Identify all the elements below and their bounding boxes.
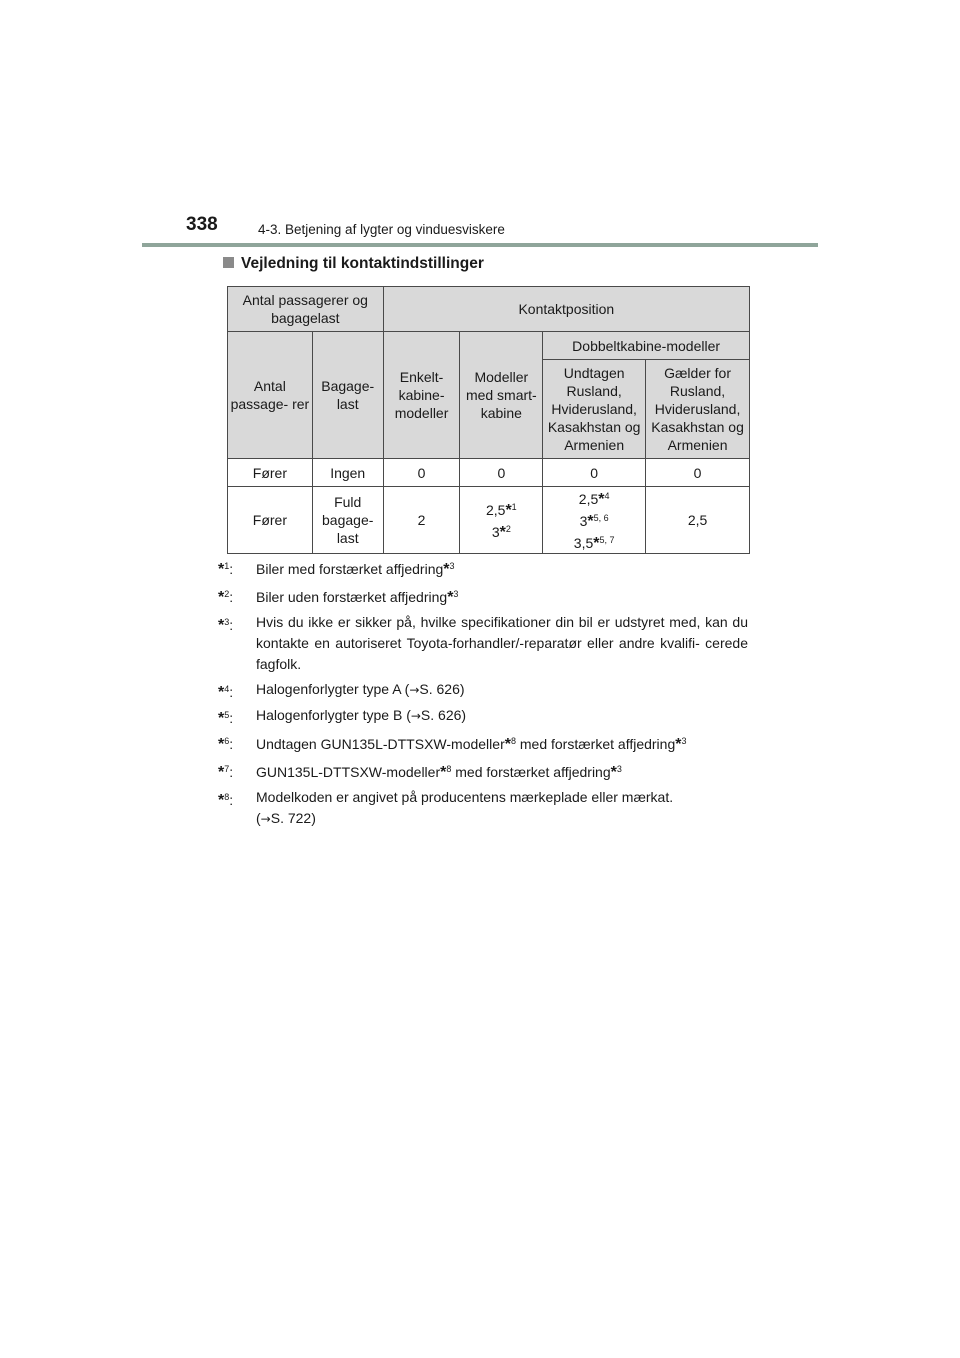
table-row bbox=[228, 487, 750, 554]
footnote-5: *$^5$: Halogenforlygter type B (→S. 626) bbox=[218, 707, 467, 727]
switch-guide-table bbox=[227, 286, 750, 554]
header-switch-position: Kontaktposition bbox=[383, 287, 749, 332]
footnote-8: *$^8$: Modelkoden er angivet på producentens mærkeplade eller mærkat. (→S. 722) bbox=[218, 789, 674, 826]
footnote-4: *$^4$: Halogenforlygter type A (→S. 626) bbox=[218, 681, 465, 701]
header-luggage: Bagage- last bbox=[312, 332, 383, 459]
footnotes bbox=[218, 556, 748, 834]
footnote-6: *$^6$: Undtagen GUN135L-DTTSXW-modeller*$^8$ med forstærket affjedring*$^3$ bbox=[218, 736, 687, 753]
cell-for-russia: 0 bbox=[646, 459, 750, 487]
section-title: Vejledning til kontaktindstillinger bbox=[241, 255, 484, 272]
header-rule bbox=[142, 243, 818, 247]
footnote-7: *$^7$: GUN135L-DTTSXW-modeller*$^8$ med forstærket affjedring*$^3$ bbox=[218, 764, 622, 781]
cell-passengers: Fører bbox=[228, 459, 313, 487]
cell-except-russia: 2,5*$^4$ 3*$^{5, 6}$ 3,5*$^{5, 7}$ bbox=[543, 487, 646, 554]
page-ref-link[interactable]: S. 626 bbox=[420, 707, 462, 723]
header-except-russia: Undtagen Rusland, Hviderusland, Kasakhstan og Armenien bbox=[543, 360, 646, 459]
cell-smart-cab: 2,5*$^1$ 3*$^2$ bbox=[460, 487, 543, 554]
arrow-right-icon: → bbox=[409, 683, 420, 697]
footnote-3: *$^3$: Hvis du ikke er sikker på, hvilke specifikationer din bil er udstyret med, kan du kontakte en autoriseret Toyota-forhandler/-reparatør eller andre kvalifi- cerede fagfolk. bbox=[218, 614, 748, 672]
cell-single-cab: 2 bbox=[383, 487, 460, 554]
cell-for-russia: 2,5 bbox=[646, 487, 750, 554]
footnote-1: *$^1$: Biler med forstærket affjedring*$^3$ bbox=[218, 561, 455, 578]
cell-single-cab: 0 bbox=[383, 459, 460, 487]
page-ref-link[interactable]: S. 722 bbox=[270, 810, 312, 826]
cell-luggage: Ingen bbox=[312, 459, 383, 487]
cell-passengers: Fører bbox=[228, 487, 313, 554]
arrow-right-icon: → bbox=[410, 709, 421, 723]
header-passengers: Antal passage- rer bbox=[228, 332, 313, 459]
chapter-title: 4-3. Betjening af lygter og vinduesviskere bbox=[258, 222, 505, 237]
header-for-russia: Gælder for Rusland, Hviderusland, Kasakhstan og Armenien bbox=[646, 360, 750, 459]
header-double-cab: Dobbeltkabine-modeller bbox=[543, 332, 750, 360]
arrow-right-icon: → bbox=[260, 812, 271, 826]
header-smart-cab: Modeller med smart- kabine bbox=[460, 332, 543, 459]
section-heading bbox=[223, 255, 484, 273]
cell-smart-cab: 0 bbox=[460, 459, 543, 487]
page-number: 338 bbox=[186, 214, 218, 235]
cell-except-russia: 0 bbox=[543, 459, 646, 487]
footnote-2: *$^2$: Biler uden forstærket affjedring*$^3$ bbox=[218, 589, 459, 606]
header-passengers-luggage: Antal passagerer og bagagelast bbox=[228, 287, 384, 332]
table-row bbox=[228, 459, 750, 487]
cell-luggage: Fuld bagage- last bbox=[312, 487, 383, 554]
square-bullet-icon bbox=[223, 257, 234, 268]
page-ref-link[interactable]: S. 626 bbox=[419, 681, 460, 697]
header-single-cab: Enkelt- kabine- modeller bbox=[383, 332, 460, 459]
